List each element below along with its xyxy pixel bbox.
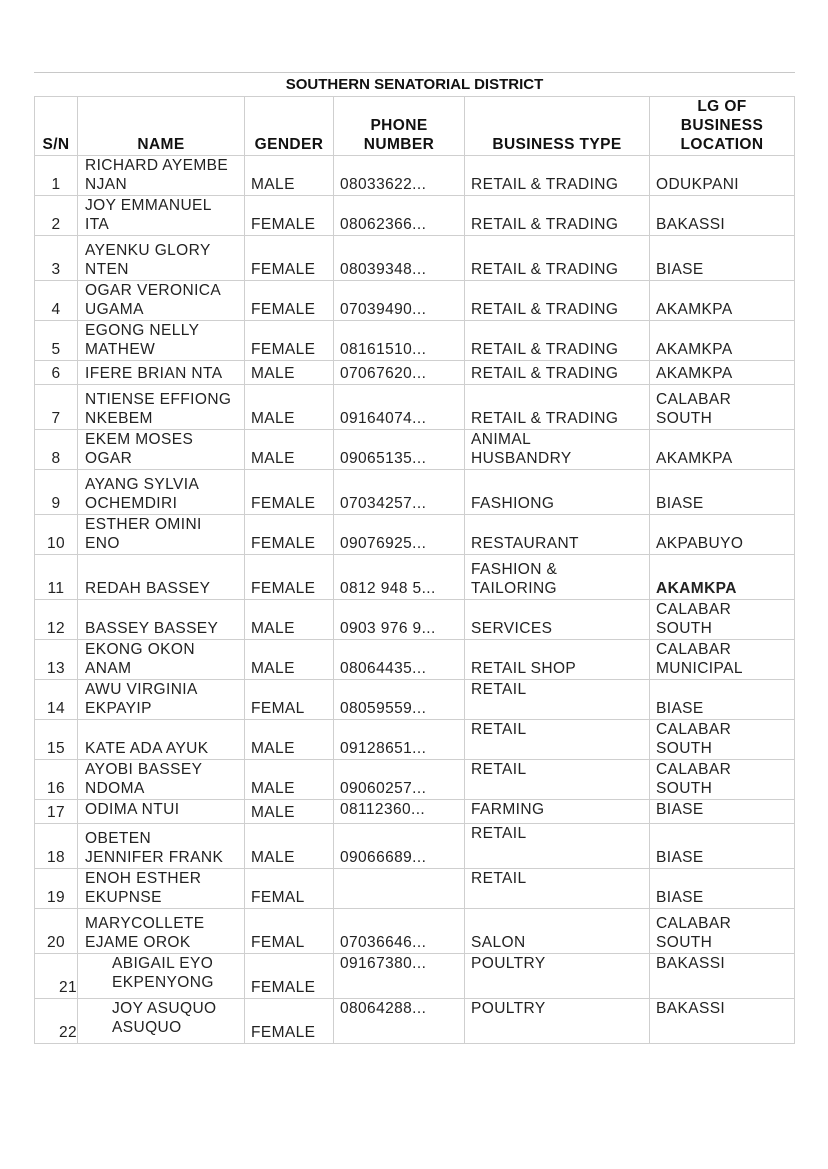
cell-gender: FEMALE	[245, 555, 334, 600]
table-row	[35, 800, 795, 824]
cell-phone: 08059559...	[334, 680, 465, 720]
cell-gender: FEMAL	[245, 909, 334, 954]
cell-sn: 13	[35, 640, 78, 680]
cell-business-type: RETAIL & TRADING	[465, 385, 650, 430]
cell-name: ODIMA NTUI	[78, 800, 245, 824]
cell-lg: CALABAR SOUTH	[650, 909, 795, 954]
cell-gender: FEMAL	[245, 869, 334, 909]
cell-lg: BIASE	[650, 680, 795, 720]
cell-gender: MALE	[245, 600, 334, 640]
cell-sn: 4	[35, 281, 78, 321]
table-row	[35, 680, 795, 720]
table-row	[35, 361, 795, 385]
cell-lg: CALABAR MUNICIPAL	[650, 640, 795, 680]
table-row	[35, 869, 795, 909]
cell-gender: FEMAL	[245, 680, 334, 720]
participants-table	[34, 96, 795, 1044]
cell-name: ENOH ESTHER EKUPNSE	[78, 869, 245, 909]
cell-lg: AKAMKPA	[650, 361, 795, 385]
header-lg-location: LG OF BUSINESS LOCATION	[650, 97, 795, 156]
cell-gender: MALE	[245, 720, 334, 760]
cell-business-type: POULTRY	[465, 954, 650, 999]
cell-lg: ODUKPANI	[650, 156, 795, 196]
header-phone: PHONE NUMBER	[334, 97, 465, 156]
cell-lg: AKPABUYO	[650, 515, 795, 555]
cell-phone: 09065135...	[334, 430, 465, 470]
cell-gender: MALE	[245, 430, 334, 470]
cell-gender: MALE	[245, 824, 334, 869]
cell-sn: 7	[35, 385, 78, 430]
cell-lg: AKAMKPA	[650, 430, 795, 470]
table-row	[35, 470, 795, 515]
cell-gender: MALE	[245, 800, 334, 824]
cell-sn: 17	[35, 800, 78, 824]
cell-business-type: RETAIL	[465, 720, 650, 760]
top-divider	[34, 72, 795, 73]
cell-lg: AKAMKPA	[650, 555, 795, 600]
cell-sn: 21	[35, 954, 78, 999]
cell-gender: FEMALE	[245, 196, 334, 236]
cell-business-type: RETAIL	[465, 760, 650, 800]
cell-phone: 0812 948 5...	[334, 555, 465, 600]
cell-phone: 08064288...	[334, 999, 465, 1044]
cell-name: AYENKU GLORY NTEN	[78, 236, 245, 281]
cell-phone: 09167380...	[334, 954, 465, 999]
table-row	[35, 555, 795, 600]
cell-phone: 0903 976 9...	[334, 600, 465, 640]
cell-name: BASSEY BASSEY	[78, 600, 245, 640]
table-row	[35, 515, 795, 555]
cell-gender: MALE	[245, 361, 334, 385]
table-row	[35, 999, 795, 1044]
cell-business-type: RETAIL	[465, 869, 650, 909]
cell-phone: 08064435...	[334, 640, 465, 680]
cell-lg: BIASE	[650, 236, 795, 281]
cell-phone: 08161510...	[334, 321, 465, 361]
table-row	[35, 196, 795, 236]
page-title: SOUTHERN SENATORIAL DISTRICT	[285, 76, 544, 93]
cell-name: EGONG NELLY MATHEW	[78, 321, 245, 361]
cell-lg: AKAMKPA	[650, 281, 795, 321]
cell-name: OGAR VERONICA UGAMA	[78, 281, 245, 321]
cell-sn: 20	[35, 909, 78, 954]
cell-lg: CALABAR SOUTH	[650, 720, 795, 760]
cell-name: REDAH BASSEY	[78, 555, 245, 600]
cell-business-type: RETAIL	[465, 680, 650, 720]
cell-business-type: SERVICES	[465, 600, 650, 640]
cell-gender: FEMALE	[245, 281, 334, 321]
table-row	[35, 600, 795, 640]
cell-name: AYANG SYLVIA OCHEMDIRI	[78, 470, 245, 515]
table-row	[35, 760, 795, 800]
table-row	[35, 640, 795, 680]
cell-lg: BIASE	[650, 800, 795, 824]
header-business-type: BUSINESS TYPE	[465, 97, 650, 156]
cell-business-type: RETAIL & TRADING	[465, 321, 650, 361]
cell-business-type: FASHIONG	[465, 470, 650, 515]
cell-business-type: SALON	[465, 909, 650, 954]
cell-name: KATE ADA AYUK	[78, 720, 245, 760]
cell-sn: 14	[35, 680, 78, 720]
cell-sn: 22	[35, 999, 78, 1044]
cell-name: RICHARD AYEMBE NJAN	[78, 156, 245, 196]
cell-sn: 2	[35, 196, 78, 236]
table-row	[35, 824, 795, 869]
header-sn: S/N	[35, 97, 78, 156]
cell-sn: 18	[35, 824, 78, 869]
cell-phone: 09060257...	[334, 760, 465, 800]
cell-lg: AKAMKPA	[650, 321, 795, 361]
cell-phone: 09076925...	[334, 515, 465, 555]
cell-gender: FEMALE	[245, 236, 334, 281]
cell-phone	[334, 869, 465, 909]
cell-phone: 07034257...	[334, 470, 465, 515]
cell-sn: 1	[35, 156, 78, 196]
cell-name: ESTHER OMINI ENO	[78, 515, 245, 555]
cell-business-type: RETAIL & TRADING	[465, 196, 650, 236]
table-row	[35, 321, 795, 361]
cell-name: EKEM MOSES OGAR	[78, 430, 245, 470]
cell-lg: BAKASSI	[650, 196, 795, 236]
cell-lg: CALABAR SOUTH	[650, 600, 795, 640]
cell-gender: FEMALE	[245, 999, 334, 1044]
cell-gender: FEMALE	[245, 954, 334, 999]
cell-business-type: RETAIL SHOP	[465, 640, 650, 680]
cell-business-type: RETAIL & TRADING	[465, 361, 650, 385]
cell-sn: 6	[35, 361, 78, 385]
header-name: NAME	[78, 97, 245, 156]
table-row	[35, 909, 795, 954]
cell-name: OBETEN JENNIFER FRANK	[78, 824, 245, 869]
cell-phone: 08033622...	[334, 156, 465, 196]
cell-lg: CALABAR SOUTH	[650, 385, 795, 430]
cell-phone: 09164074...	[334, 385, 465, 430]
table-row	[35, 720, 795, 760]
cell-name: MARYCOLLETE EJAME OROK	[78, 909, 245, 954]
cell-gender: MALE	[245, 640, 334, 680]
cell-business-type: RESTAURANT	[465, 515, 650, 555]
cell-gender: MALE	[245, 760, 334, 800]
cell-sn: 19	[35, 869, 78, 909]
cell-name: IFERE BRIAN NTA	[78, 361, 245, 385]
cell-gender: MALE	[245, 156, 334, 196]
cell-sn: 11	[35, 555, 78, 600]
cell-business-type: FARMING	[465, 800, 650, 824]
cell-name: EKONG OKON ANAM	[78, 640, 245, 680]
cell-lg: BIASE	[650, 869, 795, 909]
cell-gender: MALE	[245, 385, 334, 430]
cell-gender: FEMALE	[245, 470, 334, 515]
cell-name: AYOBI BASSEY NDOMA	[78, 760, 245, 800]
cell-sn: 9	[35, 470, 78, 515]
header-gender: GENDER	[245, 97, 334, 156]
cell-sn: 8	[35, 430, 78, 470]
table-row	[35, 281, 795, 321]
cell-sn: 12	[35, 600, 78, 640]
cell-phone: 08039348...	[334, 236, 465, 281]
cell-phone: 07039490...	[334, 281, 465, 321]
cell-phone: 07036646...	[334, 909, 465, 954]
table-row	[35, 236, 795, 281]
cell-name: NTIENSE EFFIONG NKEBEM	[78, 385, 245, 430]
table-header-row	[35, 97, 795, 156]
cell-lg: CALABAR SOUTH	[650, 760, 795, 800]
cell-name: JOY ASUQUO ASUQUO	[78, 999, 245, 1044]
cell-lg: BAKASSI	[650, 999, 795, 1044]
cell-business-type: FASHION & TAILORING	[465, 555, 650, 600]
cell-phone: 09128651...	[334, 720, 465, 760]
cell-sn: 3	[35, 236, 78, 281]
cell-phone: 08062366...	[334, 196, 465, 236]
cell-sn: 16	[35, 760, 78, 800]
cell-business-type: RETAIL & TRADING	[465, 236, 650, 281]
table-row	[35, 954, 795, 999]
table-row	[35, 156, 795, 196]
cell-sn: 15	[35, 720, 78, 760]
cell-gender: FEMALE	[245, 515, 334, 555]
cell-business-type: RETAIL & TRADING	[465, 281, 650, 321]
cell-business-type: POULTRY	[465, 999, 650, 1044]
cell-name: JOY EMMANUEL ITA	[78, 196, 245, 236]
table-row	[35, 385, 795, 430]
cell-name: ABIGAIL EYO EKPENYONG	[78, 954, 245, 999]
cell-phone: 07067620...	[334, 361, 465, 385]
table-row	[35, 430, 795, 470]
cell-business-type: RETAIL & TRADING	[465, 156, 650, 196]
cell-lg: BAKASSI	[650, 954, 795, 999]
cell-phone: 09066689...	[334, 824, 465, 869]
cell-business-type: ANIMAL HUSBANDRY	[465, 430, 650, 470]
cell-phone: 08112360...	[334, 800, 465, 824]
cell-lg: BIASE	[650, 470, 795, 515]
cell-lg: BIASE	[650, 824, 795, 869]
cell-name: AWU VIRGINIA EKPAYIP	[78, 680, 245, 720]
cell-sn: 5	[35, 321, 78, 361]
cell-sn: 10	[35, 515, 78, 555]
cell-business-type: RETAIL	[465, 824, 650, 869]
cell-gender: FEMALE	[245, 321, 334, 361]
